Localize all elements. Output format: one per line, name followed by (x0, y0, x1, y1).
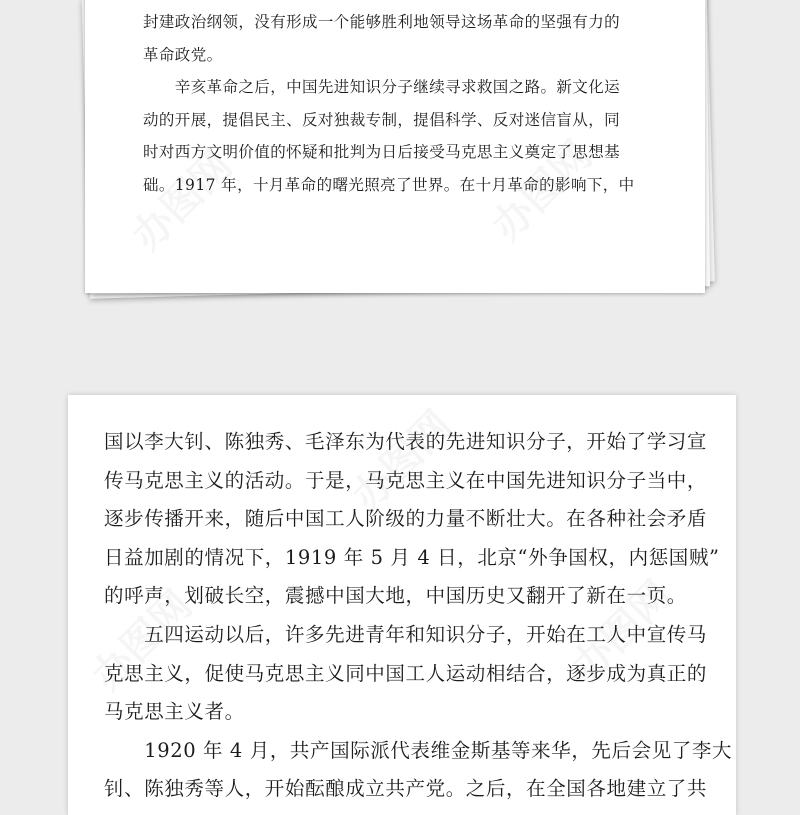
text-line: 革命政党。 (143, 45, 223, 64)
text-line: 五四运动以后，许多先进青年和知识分子，开始在工人中宣传马 (104, 622, 708, 646)
text-line: 国以李大钊、陈独秀、毛泽东为代表的先进知识分子，开始了学习宣 (104, 430, 708, 453)
text-line: 1920 年 4 月，共产国际派代表维金斯基等来华，先后会见了李大 (104, 738, 733, 762)
text-line: 封建政治纲领，没有形成一个能够胜利地领导这场革命的坚强有力的 (143, 13, 621, 31)
text-line: 马克思主义者。 (104, 700, 245, 724)
text-line: 钊、陈独秀等人，开始酝酿成立共产党。之后，在全国各地建立了共 (104, 777, 708, 801)
text-line: 动的开展，提倡民主、反对独裁专制，提倡科学、反对迷信盲从，同 (143, 110, 621, 129)
text-line: 础。1917 年，十月革命的曙光照亮了世界。在十月革命的影响下，中 (143, 175, 635, 194)
page-2-text (104, 423, 732, 809)
text-line: 传马克思主义的活动。于是，马克思主义在中国先进知识分子当中， (104, 468, 708, 492)
text-line: 逐步传播开来，随后中国工人阶级的力量不断壮大。在各种社会矛盾 (104, 507, 708, 531)
text-line: 克思主义，促使马克思主义同中国工人运动相结合，逐步成为真正的 (104, 661, 708, 685)
page-1-text (143, 6, 635, 201)
text-line: 辛亥革命之后，中国先进知识分子继续寻求救国之路。新文化运 (143, 78, 621, 96)
text-line: 日益加剧的情况下，1919 年 5 月 4 日，北京“外争国权，内惩国贼” (104, 545, 720, 569)
text-line: 的呼声，划破长空，震撼中国大地，中国历史又翻开了新在一页。 (104, 584, 687, 608)
text-line: 时对西方文明价值的怀疑和批判为日后接受马克思主义奠定了思想基 (143, 143, 621, 161)
